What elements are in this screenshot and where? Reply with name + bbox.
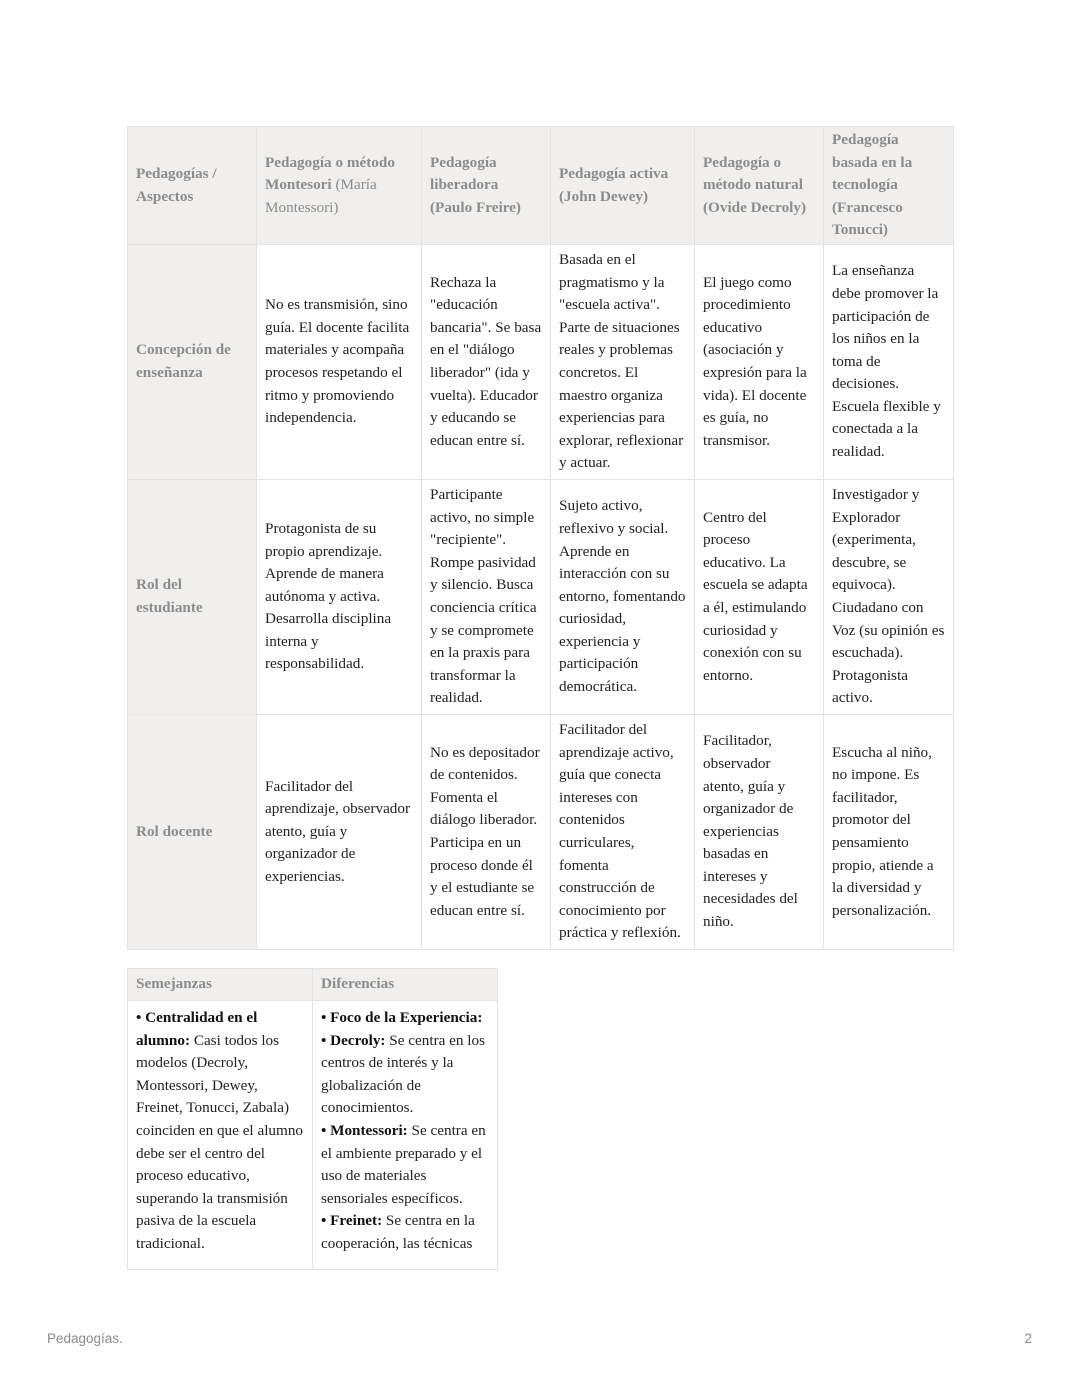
semejanzas-heading: • Centralidad en el alumno:: [136, 1009, 258, 1049]
table-cell: Investigador y Explorador (experimenta, descubre, se equivoca). Ciudadano con Voz (su opinión es escuchada). Protagonista activo.: [824, 480, 954, 715]
semejanzas-text: Casi todos los modelos (Decroly, Montessori, Dewey, Freinet, Tonucci, Zabala) coinciden en que el alumno debe ser el centro del proceso educativo, superando la transmisión pasiva de la escuela tradicional.: [136, 1031, 304, 1252]
table-cell: Facilitador del aprendizaje activo, guía que conecta intereses con contenidos curriculares, fomenta construcción de conocimiento por práctica y reflexión.: [551, 715, 695, 950]
table-cell: La enseñanza debe promover la participación de los niños en la toma de decisiones. Escuela flexible y conectada a la realidad.: [824, 245, 954, 480]
table-cell: Sujeto activo, reflexivo y social. Aprende en interacción con su entorno, fomentando curiosidad, experiencia y participación democrática.: [551, 480, 695, 715]
table-cell: Facilitador, observador atento, guía y organizador de experiencias basadas en intereses y necesidades del niño.: [695, 715, 824, 950]
table-cell: Escucha al niño, no impone. Es facilitador, promotor del pensamiento propio, atiende a la diversidad y personalización.: [824, 715, 954, 950]
table-cell: Basada en el pragmatismo y la "escuela activa". Parte de situaciones reales y problemas concretos. El maestro organiza experiencias para explorar, reflexionar y actuar.: [551, 245, 695, 480]
table-row: [128, 1001, 498, 1270]
header-montessori-title: Pedagogía o método Montesori: [265, 153, 395, 194]
footer-document-title: Pedagogías.: [47, 1331, 123, 1346]
table-cell: Centro del proceso educativo. La escuela se adapta a él, estimulando curiosidad y conexión con su entorno.: [695, 480, 824, 715]
header-semejanzas: Semejanzas: [128, 969, 313, 1001]
header-montessori: [257, 127, 422, 245]
table-cell: Rechaza la "educación bancaria". Se basa en el "diálogo liberador" (ida y vuelta). Educador y educando se educan entre sí.: [422, 245, 551, 480]
table-header-row: [128, 969, 498, 1001]
table-row: [128, 480, 954, 715]
semejanzas-cell: [128, 1001, 313, 1270]
header-tonucci: Pedagogía basada en la tecnología (Francesco Tonucci): [824, 127, 954, 245]
table-row: [128, 715, 954, 950]
header-decroly: Pedagogía o método natural (Ovide Decroly): [695, 127, 824, 245]
header-montessori-author: (María Montessori): [265, 176, 377, 216]
table-cell: Facilitador del aprendizaje, observador atento, guía y organizador de experiencias.: [257, 715, 422, 950]
row-label: Rol del estudiante: [128, 480, 257, 715]
header-freire: Pedagogía liberadora (Paulo Freire): [422, 127, 551, 245]
list-item: • Freinet: Se centra en la cooperación, las técnicas: [321, 1212, 475, 1252]
table-cell: El juego como procedimiento educativo (asociación y expresión para la vida). El docente es guía, no transmisor.: [695, 245, 824, 480]
table-cell: No es transmisión, sino guía. El docente facilita materiales y acompaña procesos respetando el ritmo y promoviendo independencia.: [257, 245, 422, 480]
table-cell: Participante activo, no simple "recipiente". Rompe pasividad y silencio. Busca conciencia crítica y se compromete en la praxis para transformar la realidad.: [422, 480, 551, 715]
footer-page-number: 2: [1024, 1331, 1032, 1346]
diferencias-title: • Foco de la Experiencia:: [321, 1009, 483, 1026]
diferencias-cell: [313, 1001, 498, 1270]
list-item: • Decroly: Se centra en los centros de interés y la globalización de conocimientos.: [321, 1031, 486, 1117]
header-diferencias: Diferencias: [313, 969, 498, 1001]
pedagogies-comparison-table: [127, 126, 954, 950]
table-cell: Protagonista de su propio aprendizaje. Aprende de manera autónoma y activa. Desarrolla disciplina interna y responsabilidad.: [257, 480, 422, 715]
table-row: [128, 245, 954, 480]
list-item: • Montessori: Se centra en el ambiente preparado y el uso de materiales sensoriales específicos.: [321, 1121, 486, 1207]
header-corner: Pedagogías / Aspectos: [128, 127, 257, 245]
table-header-row: [128, 127, 954, 245]
row-label: Rol docente: [128, 715, 257, 950]
header-dewey: Pedagogía activa (John Dewey): [551, 127, 695, 245]
row-label: Concepción de enseñanza: [128, 245, 257, 480]
similarities-differences-table: [127, 968, 498, 1270]
table-cell: No es depositador de contenidos. Fomenta el diálogo liberador. Participa en un proceso donde él y el estudiante se educan entre sí.: [422, 715, 551, 950]
